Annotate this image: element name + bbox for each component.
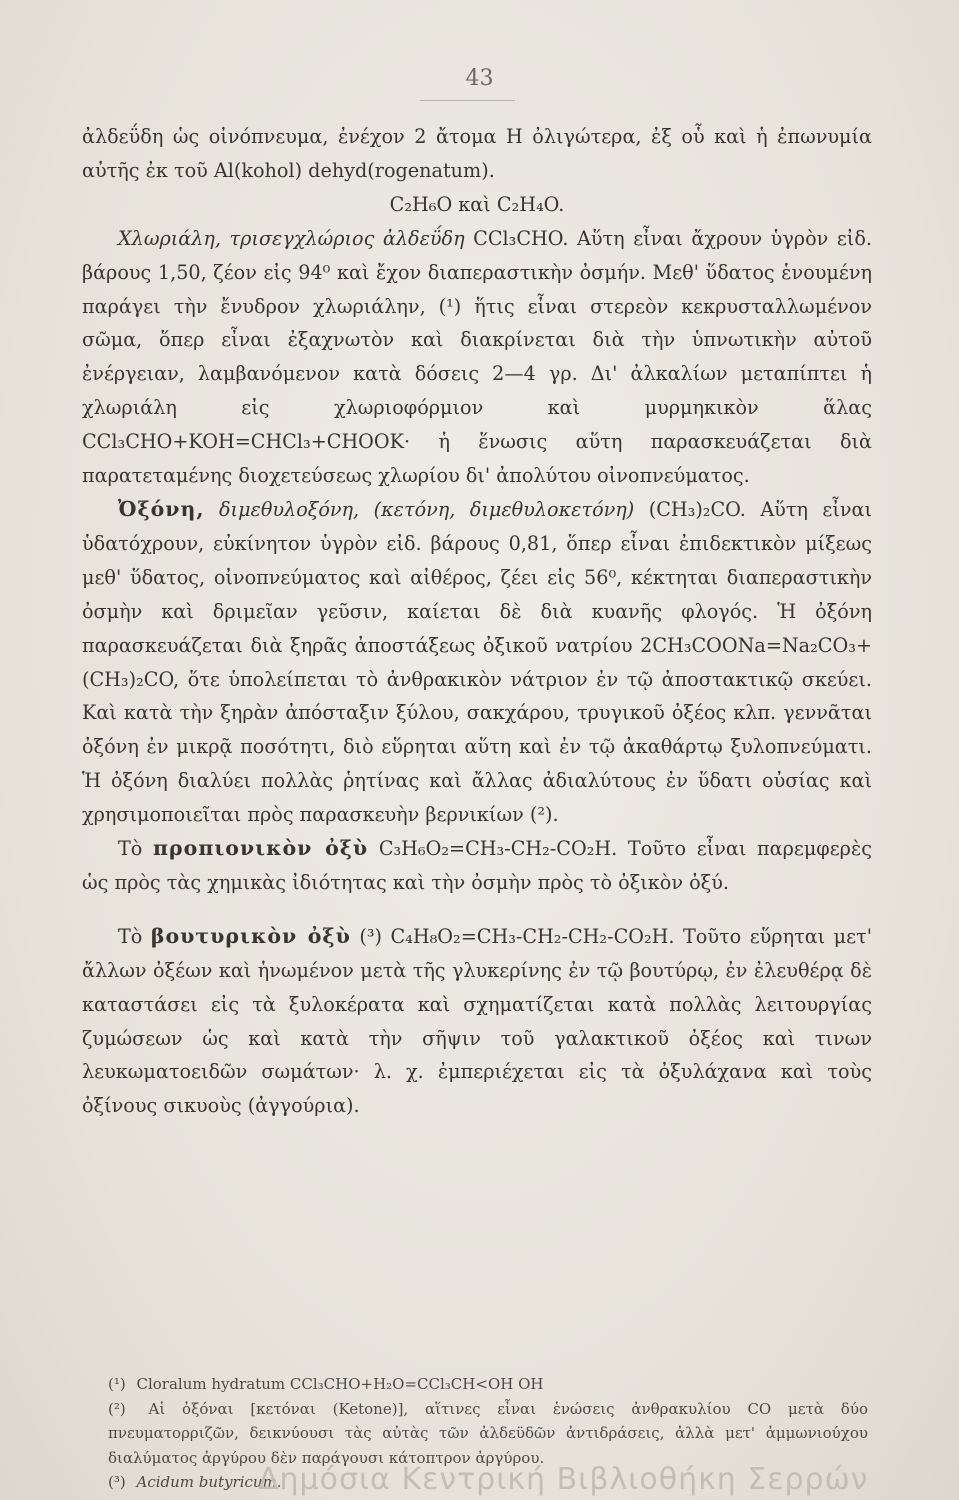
propionic-text: C₃H₆O₂=CH₃-CH₂-CO₂H. Τοῦτο εἶναι παρεμφερὲς ὡς πρὸς τὰς χημικὰς ἰδιότητας καὶ τὴν ὀσμὴν πρὸς τὸ ὀξικὸν ὀξύ.	[82, 837, 872, 894]
chloral-text: CCl₃CHO. Αὕτη εἶναι ἄχρουν ὑγρὸν εἰδ. βάρους 1,50, ζέον εἰς 94⁰ καὶ ἔχον διαπεραστικὴν ὀσμήν. Μεθ' ὕδατος ἑνουμένη παράγει τὴν ἔνυδρον χλωριάλην, (¹) ἥτις εἶναι στερεὸν κεκρυσταλλωμένον σῶμα, ὅπερ εἶναι ἐξαχνωτὸν καὶ διακρίνεται διὰ τὴν ὑπνωτικὴν αὐτοῦ ἐνέργειαν, λαμβανόμενον κατὰ δόσεις 2—4 γρ. Δι' ἀλκαλίων μεταπίπτει ἡ χλωριάλη εἰς χλωριοφόρμιον καὶ μυρμηκικὸν ἅλας CCl₃CHO+KOH=CHCl₃+CHOOK· ἡ ἕνωσις αὕτη παρασκευάζεται διὰ παρατεταμένης διοχετεύσεως χλωρίου δι' ἀπολύτου οἰνοπνεύματος.	[82, 226, 872, 488]
acetone-synonyms: διμεθυλοξόνη, (κετόνη, διμεθυλοκετόνη)	[219, 497, 635, 521]
header-rule	[420, 100, 515, 101]
footnote-1-mark: (¹)	[108, 1375, 126, 1393]
paragraph-propionic	[82, 832, 872, 900]
acetone-heading: Ὀξόνη,	[118, 496, 205, 521]
footnote-3-mark: (³)	[108, 1473, 126, 1491]
footnote-1-text: Cloralum hydratum CCl₃CHO+H₂O=CCl₃CH<OH OH	[136, 1375, 544, 1393]
footnote-2	[108, 1397, 868, 1471]
footnote-2-mark: (²)	[108, 1399, 126, 1418]
butyric-heading: βουτυρικὸν ὀξὺ	[150, 923, 351, 948]
page-number: 43	[465, 66, 494, 91]
paragraph-aldehyde-end: ἀλδεΰδη ὡς οἰνόπνευμα, ἐνέχον 2 ἄτομα Η ὀλιγώτερα, ἐξ οὗ καὶ ἡ ἐπωνυμία αὐτῆς ἐκ τοῦ Al(kohol) dehyd(rogenatum).	[82, 125, 872, 182]
library-watermark: Δημόσια Κεντρική Βιβλιοθήκη Σερρών	[258, 1462, 869, 1497]
footnote-1	[108, 1372, 868, 1397]
butyric-text: (³) C₄H₈O₂=CH₃-CH₂-CH₂-CO₂H. Τοῦτο εὕρηται μετ' ἄλλων ὀξέων καὶ ἡνωμένον μετὰ τῆς γλυκερίνης ἐν τῷ βουτύρῳ, ἐν ἐλευθέρᾳ δὲ καταστάσει εἰς τὰ ξυλοκέρατα καὶ σχηματίζεται κατὰ πολλὰς λειτουργίας ζυμώσεων ὡς καὶ κατὰ τὴν σῆψιν τοῦ γαλακτικοῦ ὀξέος καὶ τινων λευκωματοειδῶν σωμάτων· λ. χ. ἐμπεριέχεται εἰς τὰ ὀξυλάχανα καὶ τοὺς ὀξίνους σικυοὺς (ἀγγούρια).	[82, 924, 872, 1118]
paragraph-butyric	[82, 920, 872, 1123]
paragraph-chloral	[82, 222, 872, 493]
paragraph-acetone	[82, 493, 872, 832]
footnote-2-text: Αἱ ὀξόναι [κετόναι (Ketone)], αἵτινες εἶναι ἑνώσεις ἀνθρακυλίου CO μετὰ δύο πνευματορριζῶν, δεικνύουσι τὰς αὐτὰς τῶν ἀλδεϋδῶν ἀντιδράσεις, ἀλλὰ μετ' ἀμμωνιούχου διαλύματος ἀργύρου δὲν παράγουσι κάτοπτρον ἀργύρου.	[108, 1399, 868, 1467]
acetone-text: (CH₃)₂CO. Αὕτη εἶναι ὑδατόχρουν, εὐκίνητον ὑγρὸν εἰδ. βάρους 0,81, ὅπερ εἶναι ἐπιδεκτικὸν μίξεως μεθ' ὕδατος, οἰνοπνεύματος καὶ αἰθέρος, ζέει εἰς 56⁰, κέκτηται διαπεραστικὴν ὀσμὴν καὶ δριμεῖαν γεῦσιν, καίεται δὲ διὰ κυανῆς φλογός. Ἡ ὀξόνη παρασκευάζεται διὰ ξηρᾶς ἀποστάξεως ὀξικοῦ νατρίου 2CH₃COONa=Na₂CO₃+(CH₃)₂CO, ὅτε ὑπολείπεται τὸ ἀνθρακικὸν νάτριον ἐν τῷ ἀποστακτικῷ σκεύει. Καὶ κατὰ τὴν ξηρὰν ἀπόσταξιν ξύλου, σακχάρου, τρυγικοῦ ὀξέος κλπ. γεννᾶται ὀξόνη ἐν μικρᾷ ποσότητι, διὸ εὕρηται αὕτη καὶ ἐν τῷ ἀκαθάρτῳ ξυλοπνεύματι. Ἡ ὀξόνη διαλύει πολλὰς ῥητίνας καὶ ἄλλας ἀδιαλύτους ἐν ὕδατι οὐσίας καὶ χρησιμοποιεῖται πρὸς παρασκευὴν βερνικίων (²).	[82, 497, 873, 827]
propionic-heading: προπιονικὸν ὀξὺ	[153, 836, 369, 861]
main-text	[82, 120, 872, 1123]
formula-line: C₂H₆O καὶ C₂H₄O.	[389, 192, 565, 216]
butyric-article: Τὸ	[118, 924, 143, 948]
chloral-heading: Χλωριάλη, τρισεγχλώριος ἀλδεΰδη	[118, 226, 465, 250]
footnote-3-text: Acidum butyricum.	[136, 1473, 282, 1491]
propionic-article: Τὸ	[118, 837, 143, 861]
